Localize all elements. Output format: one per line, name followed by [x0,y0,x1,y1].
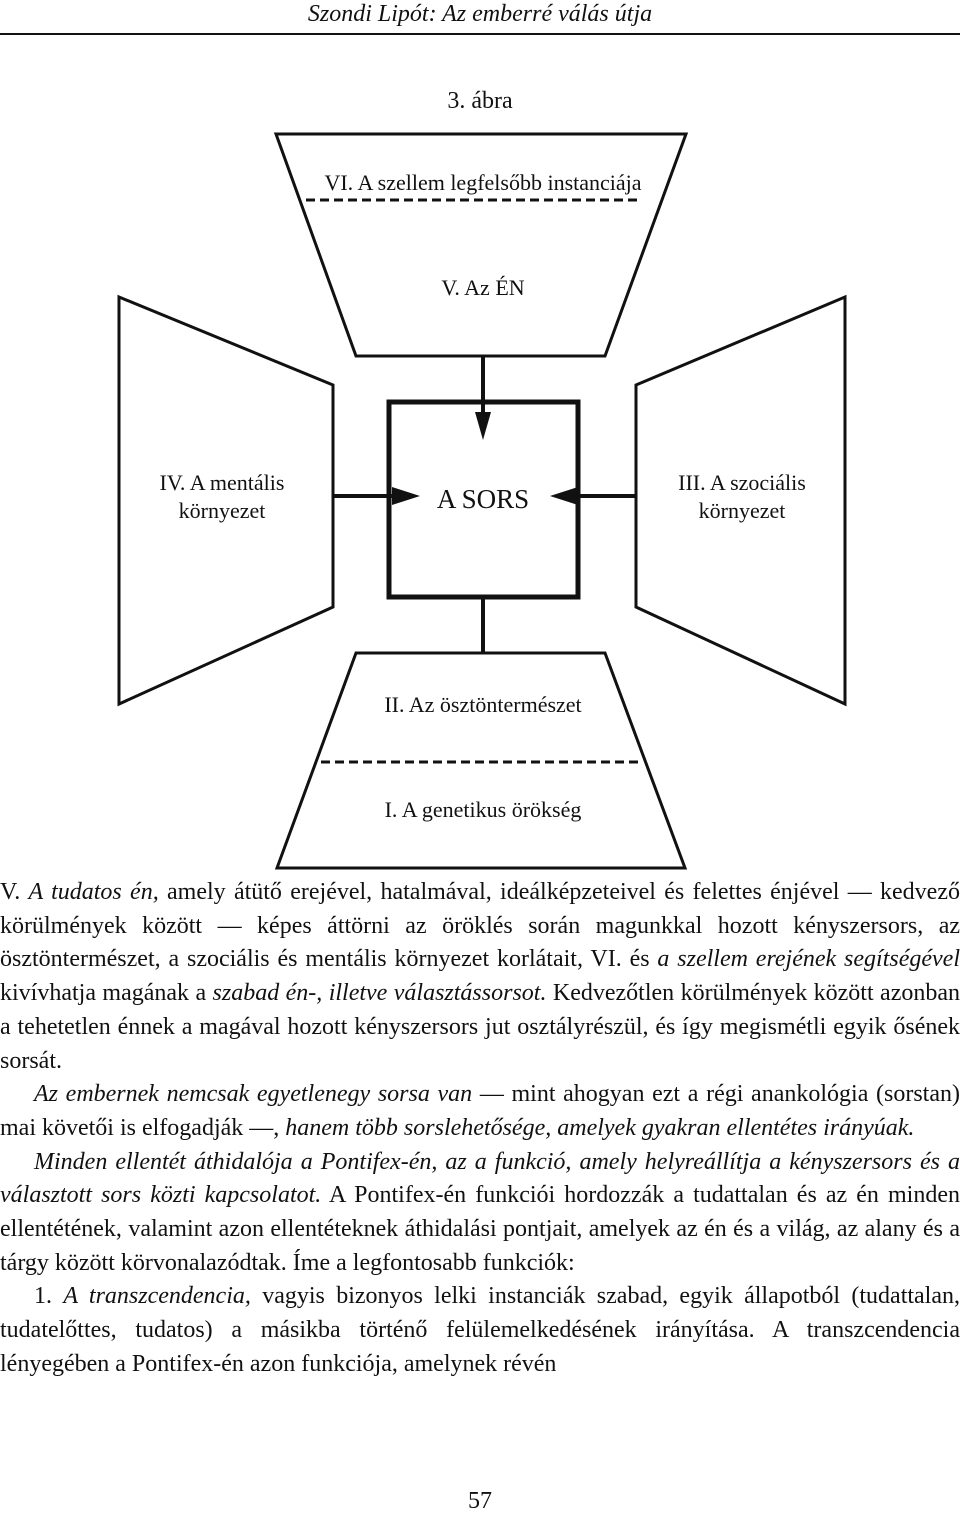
figure-caption: 3. ábra [447,88,513,114]
paragraph-transcendence [0,1280,960,1381]
italic-run: Az embernek nemcsak egyetlenegy sorsa van [34,1081,473,1108]
text-run: A Pontifex-én funkciói hordozzák a tudattalan és az én minden ellentétének, valamint azon ellentéteknek áthidalási pontjait, amelyek az én és a világ, az alany és a tárgy között körvonalazódtak. Íme a legfontosabb funkciók: [0,1182,960,1276]
text-run: kivívhatja magának a [0,980,213,1007]
paragraph-conscious-ego [0,876,960,1078]
italic-run: A transzcendencia, [63,1283,251,1310]
italic-run: Minden ellentét áthidalója a Pontifex-én, az a funkció, amely helyreállítja a kényszersors és a választott sors közti kapcsolatot. [0,1148,960,1209]
paragraph-pontifex-ego [0,1146,960,1281]
body-text [0,876,960,1382]
text-run: amely átütő erejével, hatalmával, ideálképzeteivel és felettes énjével — kedvező körülmények között — képes áttörni az öröklés során magunkkal hozott kényszersors, az ösztöntermészet, a szociális és mentális környezet korlátait, VI. és [0,879,960,973]
text-run: — mint ahogyan ezt a régi anankológia (sorstan) mai követői is elfogadják —, [0,1081,960,1141]
page-number: 57 [468,1488,492,1514]
italic-run: szabad én-, illetve választássorsot. [212,980,547,1007]
italic-run: A tudatos én, [28,879,159,905]
text-run: Kedvezőtlen körülmények között azonban a tehetetlen énnek a magával hozott kényszersors jut osztályrészül, és így megismétli egyik ősének sorsát. [0,980,960,1074]
label-drive-nature: II. Az ösztöntermészet [384,692,582,717]
italic-run: a szellem erejének segítségével [657,946,960,973]
text-run: vagyis bizonyos lelki instanciák szabad, egyik állapotból (tudattalan, tudatelőttes, tudatos) a másikba történő felülemelkedésének irányítása. A transzcendencia lényegében a Pontifex-én azon funkciója, amelynek révén [0,1283,960,1377]
text-run: V. [0,879,29,905]
label-social-line1: III. A szociális [678,470,806,495]
arrow-from-mental [333,487,420,505]
top-trapezoid [276,134,686,356]
label-genetic-inheritance: I. A genetikus örökség [384,797,582,822]
label-ego: V. Az ÉN [441,275,525,300]
running-head: Szondi Lipót: Az emberré válás útja [307,1,653,27]
paragraph-destiny-possibilities [0,1078,960,1145]
label-mental-line1: IV. A mentális [159,470,285,495]
label-fate: A SORS [436,484,530,514]
arrow-from-social [550,487,636,505]
text-run: 1. [34,1283,64,1310]
label-social-line2: környezet [698,498,786,523]
arrow-from-ego [475,356,491,440]
label-mental-line2: környezet [178,498,266,523]
italic-run: hanem több sorslehetősége, amelyek gyakran ellentétes irányúak. [285,1114,915,1141]
label-spirit-instance: VI. A szellem legfelsőbb instanciája [324,170,642,195]
